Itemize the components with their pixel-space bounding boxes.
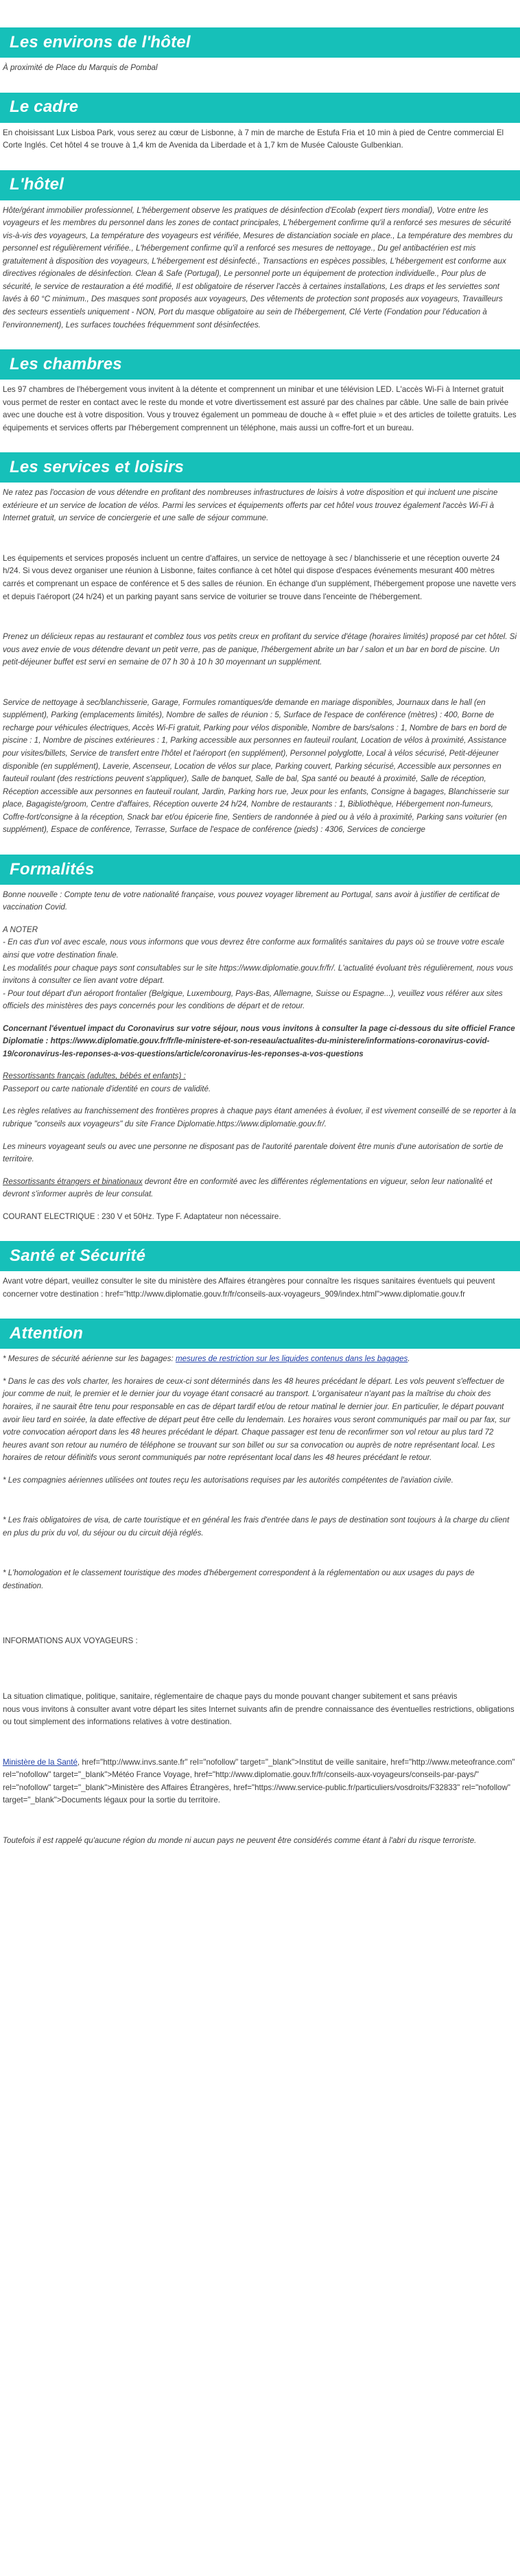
section-attention	[0, 1319, 520, 1847]
section-header-cadre	[0, 93, 520, 123]
formalites-minors: Les mineurs voyageant seuls ou avec une personne ne disposant pas de l'autorité parentale doivent être munis d'une autorisation de sortie de territoire.	[3, 1141, 504, 1164]
attention-travelers-info	[3, 1691, 517, 1729]
formalites-note-heading: A NOTER	[3, 925, 38, 934]
section-sante	[0, 1241, 520, 1301]
cadre-text: En choisissant Lux Lisboa Park, vous serez au cœur de Lisbonne, à 7 min de marche de Estufa Fria et 10 min à pied de Centre commercial El Corte Inglés. Cet hôtel 4 se trouve à 1,4 km de Avenida da Liberdade et à 1,7 km de Musée Calouste Gulbenkian.	[3, 128, 504, 150]
environs-text: À proximité de Place du Marquis de Pombal	[3, 63, 158, 72]
services-paragraph-2: Les équipements et services proposés incluent un centre d'affaires, un service de nettoyage à sec / blanchisserie et une réception ouverte 24 h/24. Si vous devez organiser une réunion à Lisbonne, faites confiance à cet hôtel qui dispose d'espaces événements mesurant 400 mètres carrés et comprenant un espace de conférence et 5 des salles de réunion. En échange d'un supplément, l'hébergement propose une navette vers et depuis l'aéroport (24 h/24) et un parking payant sans service de voiturier se trouve dans l'enceinte de l'hébergement.	[3, 553, 517, 601]
attention-travelers-info-line-1: La situation climatique, politique, sanitaire, réglementaire de chaque pays du monde pouvant changer subitement et sans préavis	[3, 1692, 458, 1702]
section-title-environs: Les environs de l'hôtel	[10, 32, 191, 51]
attention-charter-flights: * Dans le cas des vols charter, les horaires de ceux-ci sont déterminés dans les 48 heures précédant le départ. Les vols peuvent s'effectuer de jour comme de nuit, le premier et le dernier jour du voyage étant consacré au transport. L'organisateur n'ayant pas la maîtrise du choix des horaires, il ne saurait être tenu pour responsable en cas de départ tardif et/ou de retour matinal le dernier jour. En particulier, le départ pouvant avoir lieu tard en soirée, la date effective de départ peut être celle du lendemain. Les horaires vous seront communiqués par mail ou par fax, sur votre convocation aéroport dans les 48 heures précédant le départ. Chaque passager est tenu de reconfirmer son vol retour au plus tard 72 heures avant son retour au numéro de téléphone se trouvant sur son billet ou sur sa convocation ou auprès de notre représentant local. Les horaires de retour définitifs vous seront communiqués par notre représentant local dans les 48 heures précédant le retour.	[3, 1376, 510, 1463]
section-header-environs	[0, 27, 520, 58]
formalites-border-rules: Les règles relatives au franchissement des frontières propres à chaque pays étant amenées à évoluer, il est vivement conseillé de se reporter à la rubrique "conseils aux voyageurs" du site France Diplomatie.https://www.diplomatie.gouv.fr/.	[3, 1106, 517, 1128]
section-chambres	[0, 349, 520, 434]
services-paragraph-3: Prenez un délicieux repas au restaurant et comblez tous vos petits creux en profitant du service d'étage (horaires limités) proposé par cet hôtel. Si vous avez envie de vous détendre devant un petit verre, pas de panique, l'hébergement abrite un bar / salon et un bar en bord de piscine. Un petit-déjeuner buffet est servi en semaine de 07 h 30 à 10 h 30 moyennant un supplément.	[3, 632, 517, 667]
section-title-cadre: Le cadre	[10, 97, 79, 117]
section-header-chambres	[0, 349, 520, 380]
section-header-services	[0, 452, 520, 483]
section-title-attention: Attention	[10, 1324, 84, 1343]
formalites-foreigners	[3, 1176, 517, 1201]
section-formalites	[0, 855, 520, 1223]
attention-useful-links	[3, 1756, 517, 1807]
formalites-note-line-4: - Pour tout départ d'un aéroport frontalier (Belgique, Luxembourg, Pays-Bas, Allemagne, Suisse ou Espagne...), veuillez vous référer aux sites officiels des ministères des pays concernés pour les conditions de départ et de retour.	[3, 988, 503, 1011]
section-title-sante: Santé et Sécurité	[10, 1246, 146, 1266]
formalites-note-line-2: - En cas d'un vol avec escale, nous vous informons que vous devrez être conforme aux formalités sanitaires du pays où se trouve votre escale ainsi que votre destination finale.	[3, 938, 505, 960]
services-paragraph-1: Ne ratez pas l'occasion de vous détendre en profitant des nombreuses infrastructures de loisirs à votre disposition et qui incluent une piscine extérieure et un service de location de vélos. Parmi les services et équipements offerts par cet hôtel vous trouvez également l'accès Wi-Fi à Internet gratuit, un service de conciergerie et une salle de séjour commune.	[3, 488, 498, 523]
chambres-text: Les 97 chambres de l'hébergement vous invitent à la détente et comprennent un minibar et une télévision LED. L'accès Wi-Fi à Internet gratuit vous permet de rester en contact avec le reste du monde et votre divertissement est assuré par des chaînes par câble. Une salle de bain privée avec une douche est à votre disposition. Vous y trouvez également un pommeau de douche à « effet pluie » et des articles de toilette gratuits. Les équipements et services offerts par l'hébergement comprennent un téléphone, mais aussi un coffre-fort et un bureau.	[3, 385, 517, 432]
formalites-nationals-text: Passeport ou carte nationale d'identité en cours de validité.	[3, 1084, 211, 1093]
ministry-of-health-link[interactable]: Ministère de la Santé	[3, 1757, 78, 1767]
section-cadre	[0, 93, 520, 152]
attention-travelers-info-line-2: nous vous invitons à consulter avant votre départ les sites Internet suivants afin de prendre connaissance des éventuelles restrictions, obligations ou tout simplement des informations relatives à votre destination.	[3, 1704, 515, 1727]
hotel-text: Hôte/gérant immobilier professionnel, L'hébergement observe les pratiques de désinfection d'Ecolab (expert tiers mondial), Votre entre les voyageurs et les membres du personnel dans les zones de contact principales, L'hébergement confirme qu'il a renforcé ses mesures de sécurité vis-à-vis des voyageurs, La température des voyageurs est vérifiée, Mesures de distanciation sociale en place., La température des membres du personnel est régulièrement vérifiée., L'hébergement confirme qu'il a renforcé ses mesures de nettoyage., Du gel antibactérien est mis gratuitement à disposition des voyageurs, L'hébergement est désinfecté., Transactions en espèces possibles, L'hébergement est conforme aux directives régionales de désinfection. Clean & Safe (Portugal), Le personnel porte un équipement de protection individuelle., Pour plus de sécurité, le service de restauration a été modifié, Il est obligatoire de réserver l'accès à certaines installations, Les draps et les serviettes sont lavés à 60 °C minimum., Des masques sont proposés aux voyageurs, Des vêtements de protection sont proposés aux voyageurs, Travailleurs des secteurs essentiels uniquement - NON, Port du masque obligatoire au sein de l'hébergement, Clé Verte (Fondation pour l'éducation à l'environnement), Les surfaces touchées fréquemment sont désinfectées.	[3, 205, 513, 329]
formalites-note-line-3: Les modalités pour chaque pays sont consultables sur le site https://www.diplomatie.gouv.fr/fr/. L'actualité évoluant très régulièrement, nous vous invitons à consulter ce lien avant votre départ.	[3, 963, 513, 986]
section-header-hotel	[0, 170, 520, 200]
formalites-paragraph-1: Bonne nouvelle : Compte tenu de votre nationalité française, vous pouvez voyager librement au Portugal, sans avoir à justifier de certificat de vaccination Covid.	[3, 890, 500, 912]
formalites-nationals-block	[3, 1070, 517, 1095]
section-title-formalites: Formalités	[10, 859, 95, 879]
section-hotel	[0, 170, 520, 332]
attention-visa-fees: * Les frais obligatoires de visa, de carte touristique et en général les frais d'entrée dans le pays de destination sont toujours à la charge du client en plus du prix du vol, du séjour ou du circuit déjà réglés.	[3, 1516, 510, 1538]
section-header-formalites	[0, 855, 520, 885]
section-header-sante	[0, 1241, 520, 1271]
liquids-restriction-link[interactable]: mesures de restriction sur les liquides contenus dans les bagages	[175, 1354, 408, 1364]
attention-baggage-prefix: * Mesures de sécurité aérienne sur les bagages:	[3, 1354, 176, 1364]
section-environs	[0, 27, 520, 75]
section-title-hotel: L'hôtel	[10, 175, 64, 194]
services-paragraph-4: Service de nettoyage à sec/blanchisserie, Garage, Formules romantiques/de demande en mariage disponibles, Journaux dans le hall (en supplément), Parking (emplacements limités), Nombre de salles de réunion : 5, Surface de l'espace de conférence (mètres) : 400, Borne de recharge pour véhicules électriques, Accès Wi-Fi gratuit, Parking pour vélos disponible, Nombre de bars/salons : 1, Nombre de bars en bord de piscine : 1, Nombre de piscines extérieures : 1, Parking accessible aux personnes en fauteuil roulant, Location de vélos à proximité, Assistance pour visites/billets, Service de transfert entre l'hôtel et l'aéroport (en supplément), Personnel polyglotte, Local à vélos sécurisé, Petit-déjeuner disponible (en supplément), Laverie, Ascenseur, Location de vélos sur place, Parking couvert, Parking sécurisé, Accessible aux personnes en fauteuil roulant (des restrictions peuvent s'appliquer), Salle de banquet, Salle de bal, Spa santé ou beauté à proximité, Salle de réception, Réception accessible aux personnes en fauteuil roulant, Jardin, Parking hors rue, Jeux pour les enfants, Consigne à bagages, Blanchisserie sur place, Bagagiste/groom, Centre d'affaires, Réception ouverte 24 h/24, Nombre de restaurants : 1, Bibliothèque, Hébergement non-fumeurs, Coffre-fort/consigne à la réception, Snack bar et/ou épicerie fine, Sentiers de randonnée à pied ou à vélo à proximité, Parking sans voiturier (en supplément), Espace de conférence, Terrasse, Surface de l'espace de conférence (pieds) : 4306, Services de concierge	[3, 697, 509, 835]
formalites-note-block	[3, 924, 517, 1013]
attention-baggage-rules	[3, 1353, 517, 1366]
attention-accommodation-rating: * L'homologation et le classement touristique des modes d'hébergement correspondent à la réglementation ou aux usages du pays de destination.	[3, 1568, 475, 1590]
attention-baggage-suffix: .	[407, 1354, 410, 1364]
attention-airlines: * Les compagnies aériennes utilisées ont toutes reçu les autorisations requises par les autorités compétentes de l'aviation civile.	[3, 1475, 453, 1485]
attention-travelers-info-heading: INFORMATIONS AUX VOYAGEURS :	[3, 1636, 138, 1646]
section-services	[0, 452, 520, 836]
section-title-services: Les services et loisirs	[10, 458, 185, 477]
attention-useful-links-text: , href="http://www.invs.sante.fr" rel="nofollow" target="_blank">Institut de veille sanitaire, href="http://www.meteofrance.com" rel="nofollow" target="_blank">Météo France Voyage, href="http://www.diplomatie.gouv.fr/fr/conseils-aux-voyageurs/conseils-par-pays/" rel="nofollow" target="_blank">Ministère des Affaires Étrangères, href="https://www.service-public.fr/particuliers/vosdroits/F32833" rel="nofollow" target="_blank">Documents légaux pour la sortie du territoire.	[3, 1757, 515, 1805]
formalites-coronavirus-notice: Concernant l'éventuel impact du Coronavirus sur votre séjour, nous vous invitons à consulter la page ci-dessous du site officiel France Diplomatie : https://www.diplomatie.gouv.fr/fr/le-ministere-et-son-reseau/actualites-du-ministere/informations-coronavirus-covid-19/coronavirus-les-reponses-a-vos-questions/article/coronavirus-les-reponses-a-vos-questions	[3, 1023, 515, 1058]
formalites-nationals-heading: Ressortissants français (adultes, bébés et enfants) :	[3, 1071, 186, 1081]
formalites-foreigners-text: devront être en conformité avec les différentes réglementations en vigueur, selon leur nationalité et devront s'informer auprès de leur consulat.	[3, 1176, 493, 1199]
section-header-attention	[0, 1319, 520, 1349]
attention-terrorism-warning: Toutefois il est rappelé qu'aucune région du monde ni aucun pays ne peuvent être considérés comme étant à l'abri du risque terroriste.	[3, 1835, 477, 1845]
formalites-electric-current: COURANT ELECTRIQUE : 230 V et 50Hz. Type F. Adaptateur non nécessaire.	[3, 1211, 281, 1221]
section-title-chambres: Les chambres	[10, 354, 122, 373]
sante-text: Avant votre départ, veuillez consulter le site du ministère des Affaires étrangères pour connaître les risques sanitaires éventuels qui peuvent concerner votre destination : href="http://www.diplomatie.gouv.fr/fr/conseils-aux-voyageurs_909/index.html">www.diplomatie.gouv.fr	[3, 1277, 495, 1299]
formalites-foreigners-heading: Ressortissants étrangers et binationaux	[3, 1176, 143, 1186]
